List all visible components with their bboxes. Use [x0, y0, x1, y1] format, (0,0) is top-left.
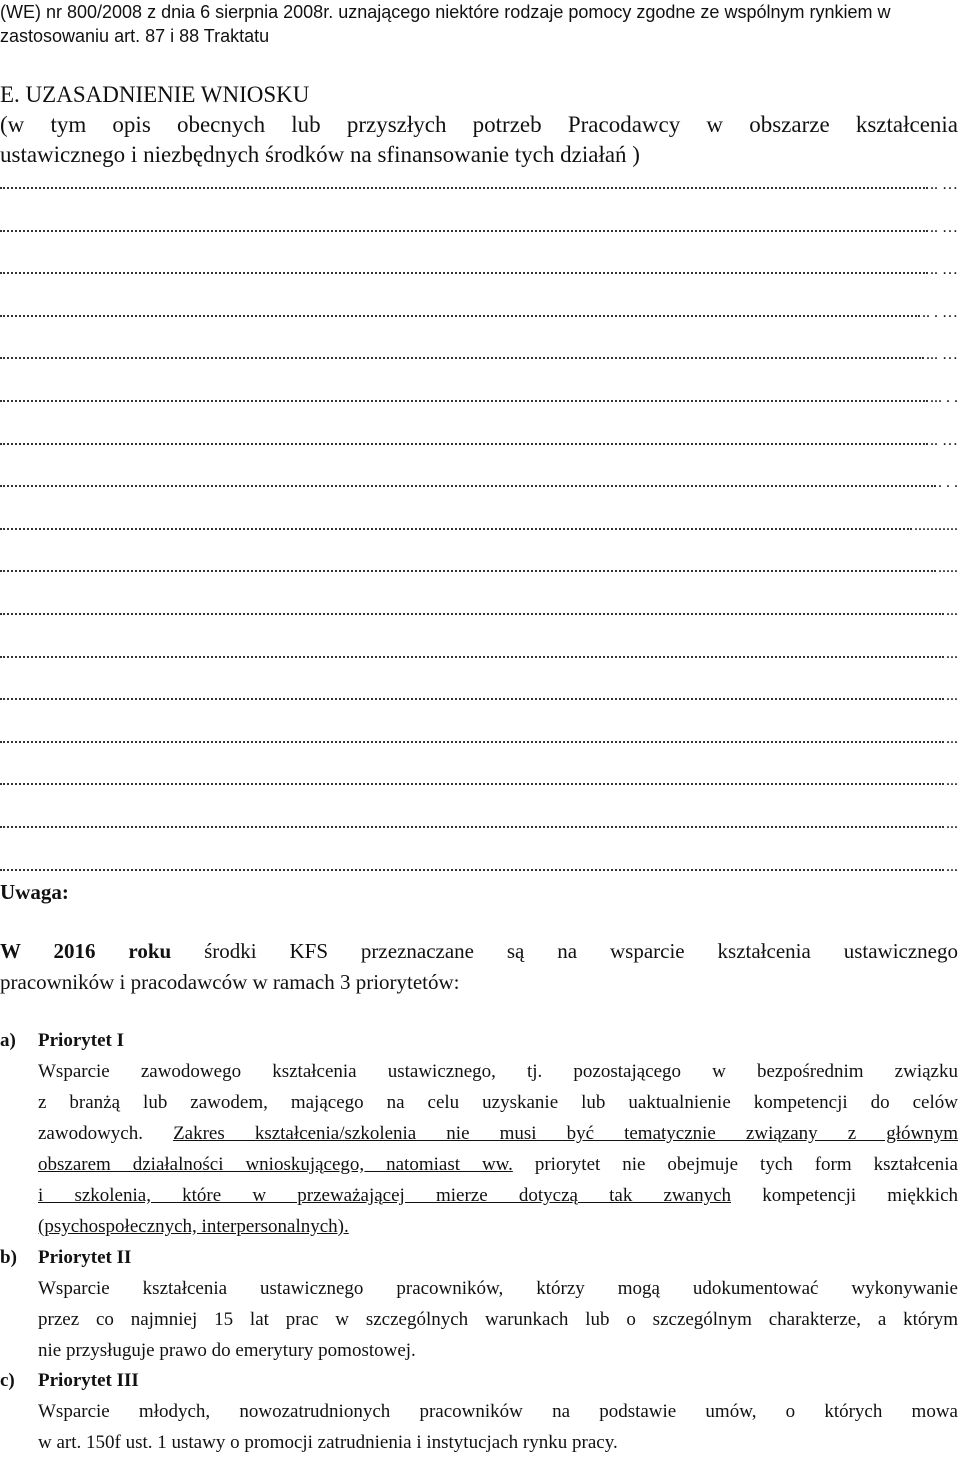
section-e-title: E. UZASADNIENIE WNIOSKU [0, 82, 310, 107]
answer-line-dots [0, 655, 944, 658]
priority-b [0, 1242, 958, 1366]
priority-c-title: Priorytet III [38, 1370, 139, 1391]
answer-line-tail: ... [946, 772, 958, 790]
answer-line[interactable] [0, 809, 958, 833]
intro-text [0, 0, 958, 48]
answer-line-tail: .. … [930, 176, 958, 193]
answer-line-tail: ... [946, 857, 958, 875]
priority-b-line-1: Wsparcie kształcenia ustawicznego pracowników, którzy mogą udokumentować wykonywanie [38, 1278, 958, 1299]
intro-line-2: zastosowaniu art. 87 i 88 Traktatu [0, 26, 270, 46]
answer-line[interactable] [0, 766, 958, 790]
answer-line-dots [0, 697, 944, 700]
answer-line-dots [0, 612, 944, 615]
priority-c-line-1: Wsparcie młodych, nowozatrudnionych pracowników na podstawie umów, o których mowa [38, 1401, 958, 1422]
answer-line[interactable] [0, 511, 958, 535]
priority-a-line-3-underlined: Zakres kształcenia/szkolenia nie musi być tematycznie związany z głównym [173, 1123, 958, 1144]
priority-a-marker: a) [0, 1030, 16, 1051]
answer-line-dots [0, 356, 924, 359]
answer-line[interactable] [0, 852, 958, 876]
priority-c [0, 1365, 958, 1458]
answer-line-dots [0, 484, 936, 487]
priority-b-line-2: przez co najmniej 15 lat prac w szczególnych warunkach lub o szczególnym charakterze, a którym [38, 1309, 958, 1330]
answer-line[interactable] [0, 681, 958, 705]
kfs-paragraph [0, 936, 958, 998]
answer-line-tail: ... [946, 687, 958, 705]
answer-line[interactable] [0, 383, 958, 407]
priority-a-line-3-plain: zawodowych. [38, 1123, 174, 1144]
answer-line-dots [0, 314, 920, 317]
answer-line-dots [0, 527, 912, 530]
answer-line[interactable] [0, 426, 958, 450]
kfs-line-1 [0, 936, 958, 967]
answer-line[interactable] [0, 255, 958, 279]
answer-line[interactable] [0, 298, 958, 322]
answer-line-tail: .. … [930, 218, 958, 236]
answer-line[interactable] [0, 596, 958, 620]
answer-line-tail: ... [946, 644, 958, 662]
answer-line-dots [0, 740, 944, 743]
answer-line-tail: ........... [914, 516, 958, 534]
intro-line-1: (WE) nr 800/2008 z dnia 6 sierpnia 2008r. uznającego niektóre rodzaje pomocy zgodne ze wspólnym rynkiem w [0, 2, 891, 22]
answer-line-dots [0, 442, 928, 445]
priority-a-line-4-underlined: obszarem działalności wnioskującego, natomiast ww. [38, 1154, 513, 1175]
answer-line-dots [0, 569, 936, 572]
priority-a-line-5-plain: kompetencji miękkich [731, 1185, 959, 1206]
answer-line[interactable] [0, 213, 958, 237]
answer-line-tail: ... [946, 815, 958, 832]
section-e-subtitle-line-2: ustawicznego i niezbędnych środków na sfinansowanie tych działań ) [0, 142, 640, 167]
kfs-line-2: pracowników i pracodawców w ramach 3 priorytetów: [0, 970, 460, 994]
priority-a-line-6-underlined: (psychospołecznych, interpersonalnych). [38, 1216, 349, 1237]
kfs-line-1-rest: środki KFS przeznaczane są na wsparcie kształcenia ustawicznego [171, 939, 958, 963]
answer-line-dots [0, 399, 928, 402]
priority-a-line-3 [38, 1118, 958, 1149]
answer-line[interactable] [0, 553, 958, 577]
priority-a [0, 1025, 958, 1242]
priority-a-line-6 [38, 1211, 958, 1242]
answer-line-tail: . . . [938, 474, 958, 492]
answer-line[interactable] [0, 468, 958, 492]
answer-line[interactable] [0, 724, 958, 748]
answer-line[interactable] [0, 639, 958, 663]
section-e-heading [0, 80, 958, 170]
priority-b-marker: b) [0, 1247, 17, 1268]
answer-line-dots [0, 186, 928, 189]
priority-a-line-4 [38, 1149, 958, 1180]
note-label: Uwaga: [0, 880, 69, 904]
priority-a-line-4-plain: priorytet nie obejmuje tych form kształcenia [512, 1154, 958, 1175]
priority-a-line-2: z branżą lub zawodem, mającego na celu uzyskanie lub uaktualnienie kompetencji do celów [38, 1092, 958, 1113]
priority-c-marker: c) [0, 1370, 15, 1391]
answer-line-dots [0, 868, 944, 871]
priority-b-title: Priorytet II [38, 1247, 132, 1268]
priority-a-line-1: Wsparcie zawodowego kształcenia ustawicznego, tj. pozostającego w bezpośrednim związku [38, 1061, 958, 1082]
priority-a-title: Priorytet I [38, 1030, 124, 1051]
answer-line-dots [0, 825, 944, 828]
answer-line-tail: ... [946, 602, 958, 619]
answer-line-dots [0, 782, 944, 785]
priority-a-line-5 [38, 1180, 958, 1211]
answer-line[interactable] [0, 340, 958, 364]
answer-line[interactable] [0, 170, 958, 194]
answer-line-tail: ... . . [930, 389, 958, 406]
section-e-subtitle-line-1: (w tym opis obecnych lub przyszłych potrzeb Pracodawcy w obszarze kształcenia [0, 112, 958, 137]
answer-line-tail: ... … [926, 346, 958, 364]
answer-line-tail: ... [946, 729, 958, 747]
answer-line-dots [0, 271, 928, 274]
answer-line-tail: .. … [930, 431, 958, 449]
priority-b-line-3: nie przysługuje prawo do emerytury pomostowej. [38, 1340, 416, 1361]
priority-a-line-5-underlined: i szkolenia, które w przeważającej mierze dotyczą tak zwanych [38, 1185, 732, 1206]
answer-line-tail: .. . … [922, 303, 958, 321]
answer-line-tail: .. … [930, 261, 958, 279]
kfs-year: W 2016 roku [0, 939, 172, 963]
answer-line-tail: ..... [938, 559, 958, 577]
priority-c-line-2: w art. 150f ust. 1 ustawy o promocji zatrudnienia i instytucjach rynku pracy. [38, 1432, 618, 1453]
answer-line-dots [0, 229, 928, 232]
